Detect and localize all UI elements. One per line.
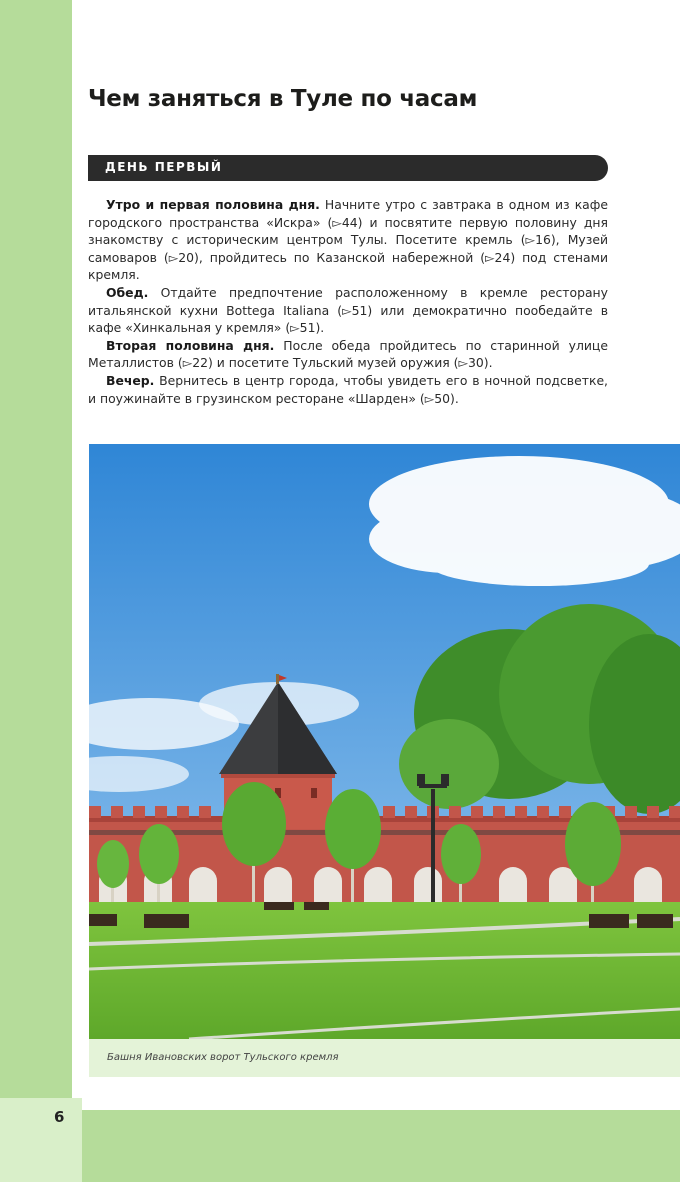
paragraph-lunch bbox=[88, 284, 608, 337]
paragraph-heading: Обед. bbox=[106, 284, 149, 300]
paragraph-heading: Вечер. bbox=[106, 372, 155, 388]
left-color-strip bbox=[0, 0, 72, 1098]
footer-band bbox=[82, 1110, 680, 1182]
paragraph-body: Отдайте предпочтение расположенному в кремле ресторану итальянской кухни Bottega Italiana (▻51) или демократично пообедайте в кафе «Хинкальная у кремля» (▻51). bbox=[88, 284, 608, 336]
page-number-box bbox=[0, 1098, 82, 1182]
page-title: Чем заняться в Туле по часам bbox=[88, 86, 478, 112]
paragraph-morning bbox=[88, 196, 608, 284]
paragraph-heading: Вторая половина дня. bbox=[106, 337, 275, 353]
section-label: ДЕНЬ ПЕРВЫЙ bbox=[105, 160, 223, 174]
paragraph-body: Вернитесь в центр города, чтобы увидеть его в ночной подсветке, и поужинайте в грузинском ресторане «Шарден» (▻50). bbox=[88, 372, 608, 406]
kremlin-photo bbox=[89, 444, 680, 1039]
itinerary-text bbox=[88, 196, 608, 407]
paragraph-body: Начните утро с завтрака в одном из кафе городского пространства «Искра» (▻44) и посвятите первую половину дня знакомству с историческим центром Тулы. Посетите кремль (▻16), Музей самоваров (▻20), пройдитесь по Казанской набережной (▻24) под стенами кремля. bbox=[88, 197, 608, 283]
kremlin-photo-illustration bbox=[89, 444, 680, 1039]
paragraph-body: После обеда пройдитесь по старинной улице Металлистов (▻22) и посетите Тульский музей оружия (▻30). bbox=[88, 337, 608, 371]
paragraph-evening bbox=[88, 372, 608, 407]
page-number: 6 bbox=[54, 1108, 65, 1126]
photo-caption: Башня Ивановских ворот Тульского кремля bbox=[107, 1052, 339, 1063]
paragraph-afternoon bbox=[88, 337, 608, 372]
paragraph-heading: Утро и первая половина дня. bbox=[106, 197, 320, 212]
